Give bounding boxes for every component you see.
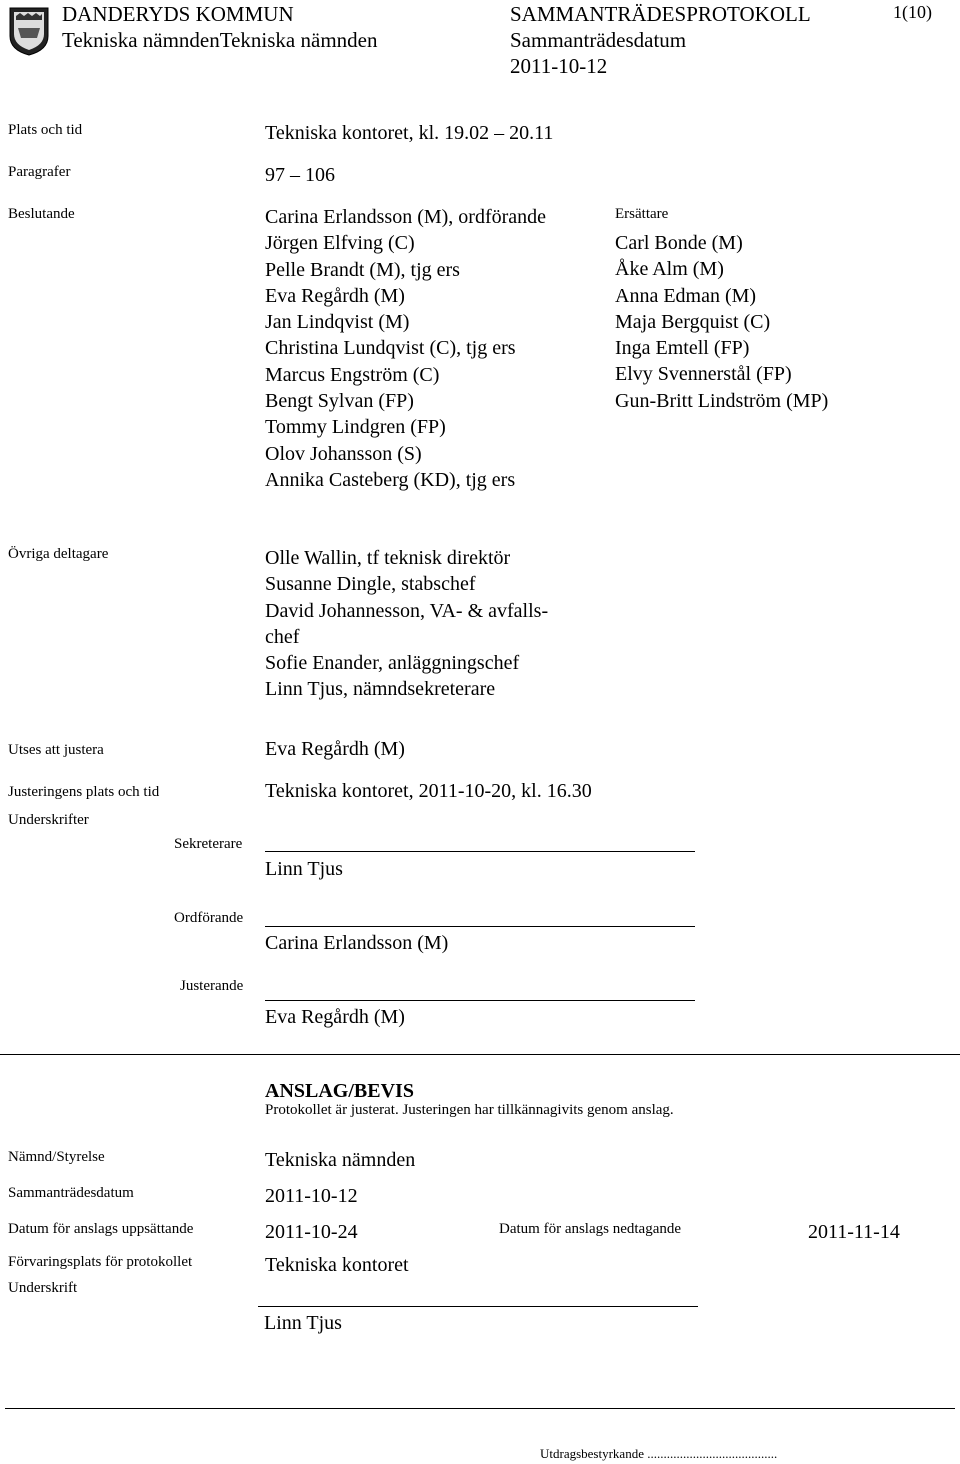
signatures-label: Underskrifter (8, 812, 89, 828)
posted-date-label: Datum för anslags uppsättande (8, 1221, 194, 1237)
list-item: Eva Regårdh (M) (265, 284, 405, 307)
list-item: Inga Emtell (FP) (615, 337, 750, 360)
meeting-date-label: Sammanträdesdatum (510, 28, 687, 52)
list-item: Marcus Engström (C) (265, 363, 440, 386)
adjuster-signature-label: Justerande (180, 978, 244, 994)
document-type: SAMMANTRÄDESPROTOKOLL (510, 2, 811, 26)
notice-signature-line (258, 1306, 698, 1307)
list-item: Elvy Svennerstål (FP) (615, 363, 792, 386)
paragraphs-value: 97 – 106 (265, 164, 335, 186)
page-number: 1(10) (893, 2, 932, 22)
adjuster-signature-name: Eva Regårdh (M) (265, 1006, 405, 1028)
adjuster-value: Eva Regårdh (M) (265, 738, 405, 760)
notice-meeting-date-value: 2011-10-12 (265, 1185, 358, 1207)
list-item: Annika Casteberg (KD), tjg ers (265, 468, 516, 491)
notice-meeting-date-label: Sammanträdesdatum (8, 1185, 134, 1201)
board-label: Nämnd/Styrelse (8, 1149, 105, 1165)
list-item: Olov Johansson (S) (265, 442, 422, 465)
list-item: Carina Erlandsson (M), ordförande (265, 206, 547, 228)
notice-signature-name: Linn Tjus (264, 1312, 342, 1334)
secretary-signature-line (265, 851, 695, 852)
storage-label: Förvaringsplats för protokollet (8, 1254, 193, 1270)
certification-text: Utdragsbestyrkande ........................................ (540, 1446, 778, 1461)
removed-date-value: 2011-11-14 (808, 1221, 900, 1243)
municipal-coat-of-arms-logo (8, 6, 50, 56)
list-item: Susanne Dingle, stabschef (265, 573, 476, 596)
list-item: Olle Wallin, tf teknisk direktör (265, 547, 511, 569)
list-item: Åke Alm (M) (615, 258, 724, 281)
list-item: Sofie Enander, anläggningschef (265, 652, 520, 675)
place-label: Plats och tid (8, 122, 83, 138)
meeting-date: 2011-10-12 (510, 54, 608, 78)
deciding-list (265, 204, 546, 493)
list-item: Jan Lindqvist (M) (265, 311, 410, 334)
list-item: chef (265, 625, 300, 648)
others-label: Övriga deltagare (8, 546, 109, 562)
place-value: Tekniska kontoret, kl. 19.02 – 20.11 (265, 122, 554, 144)
list-item: Bengt Sylvan (FP) (265, 390, 414, 413)
storage-value: Tekniska kontoret (265, 1254, 409, 1276)
adjust-place-label: Justeringens plats och tid (8, 784, 160, 800)
secretary-label: Sekreterare (174, 836, 243, 852)
chair-name: Carina Erlandsson (M) (265, 932, 449, 954)
notice-subtitle: Protokollet är justerat. Justeringen har tillkännagivits genom anslag. (265, 1102, 674, 1118)
organization-name: DANDERYDS KOMMUN (62, 2, 294, 26)
deciding-label: Beslutande (8, 206, 75, 222)
others-list (265, 545, 548, 703)
secretary-name: Linn Tjus (265, 858, 343, 880)
list-item: Carl Bonde (M) (615, 232, 743, 254)
adjuster-signature-line (265, 1000, 695, 1001)
adjust-place-value: Tekniska kontoret, 2011-10-20, kl. 16.30 (265, 780, 592, 802)
footer-divider (5, 1408, 955, 1409)
chair-label: Ordförande (174, 910, 244, 926)
adjuster-label: Utses att justera (8, 742, 104, 758)
list-item: Tommy Lindgren (FP) (265, 416, 446, 439)
list-item: Linn Tjus, nämndsekreterare (265, 678, 496, 701)
chair-signature-line (265, 926, 695, 927)
list-item: Christina Lundqvist (C), tjg ers (265, 337, 516, 360)
list-item: Anna Edman (M) (615, 284, 757, 307)
section-divider (0, 1054, 960, 1055)
list-item: Jörgen Elfving (C) (265, 232, 415, 255)
substitutes-label: Ersättare (615, 206, 669, 222)
list-item: Gun-Britt Lindström (MP) (615, 389, 829, 412)
board-value: Tekniska nämnden (265, 1149, 416, 1171)
posted-date-value: 2011-10-24 (265, 1221, 358, 1243)
paragraphs-label: Paragrafer (8, 164, 71, 180)
list-item: Pelle Brandt (M), tjg ers (265, 258, 460, 281)
list-item: David Johannesson, VA- & avfalls- (265, 599, 549, 622)
list-item: Maja Bergquist (C) (615, 310, 771, 333)
committee-name: Tekniska nämndenTekniska nämnden (62, 28, 378, 52)
substitutes-list (615, 230, 828, 414)
removed-date-label: Datum för anslags nedtagande (499, 1221, 682, 1237)
notice-title: ANSLAG/BEVIS (265, 1080, 414, 1102)
notice-signature-label: Underskrift (8, 1280, 78, 1296)
